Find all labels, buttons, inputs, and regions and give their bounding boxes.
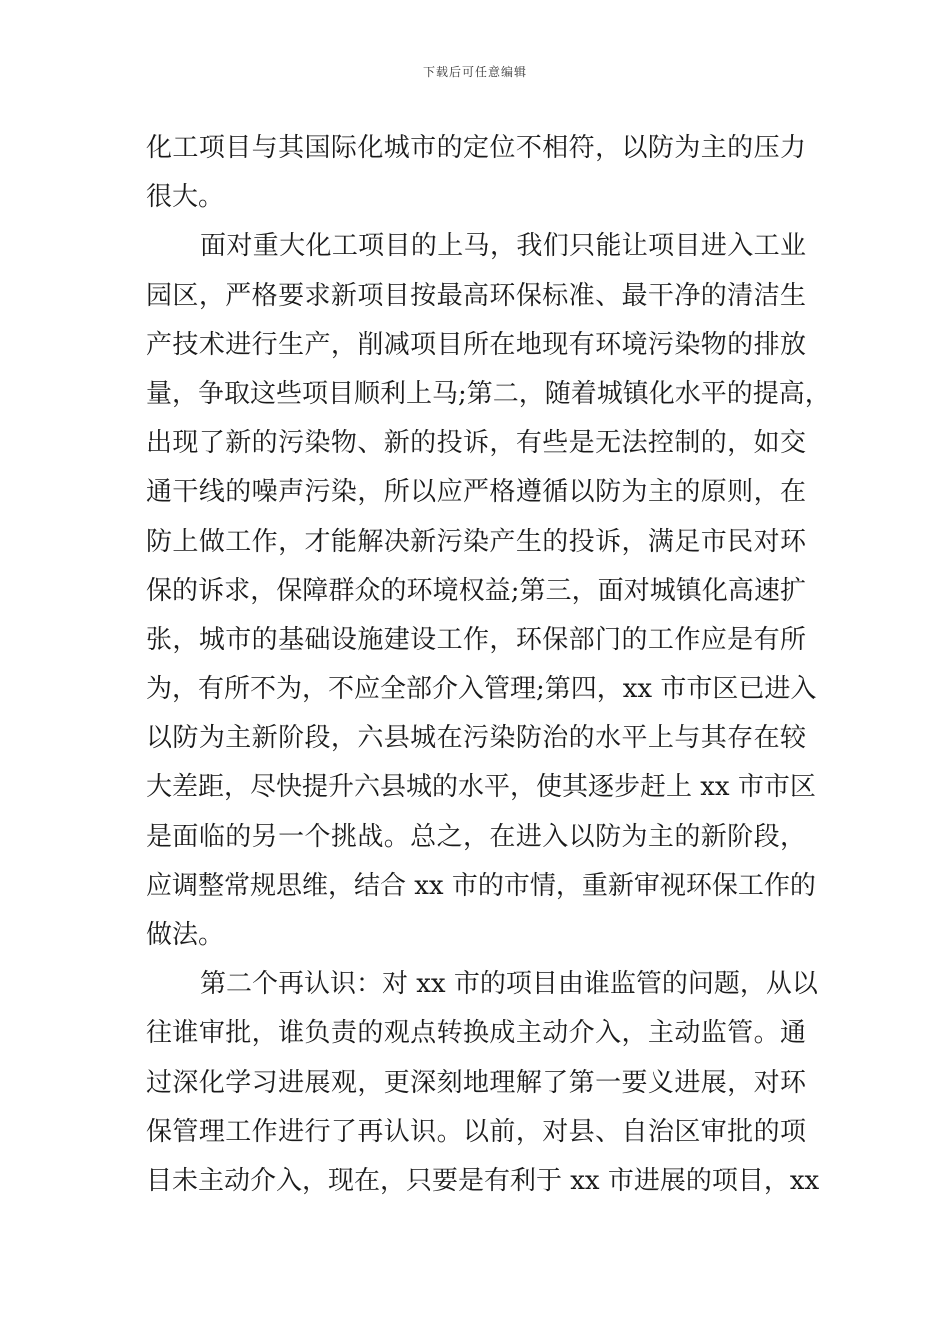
text-line: 以防为主新阶段，六县城在污染防治的水平上与其存在较 [146, 723, 806, 754]
text-line: 往谁审批，谁负责的观点转换成主动介入，主动监管。通 [146, 1018, 806, 1049]
page-header-note: 下载后可任意编辑 [422, 65, 527, 79]
text-line: 化工项目与其国际化城市的定位不相符，以防为主的压力 [146, 133, 806, 163]
text-line: 防上做工作，才能解决新污染产生的投诉，满足市民对环 [146, 526, 806, 557]
text-line: 出现了新的污染物、新的投诉，有些是无法控制的，如交 [146, 428, 806, 459]
text-line: 量，争取这些项目顺利上马;第二，随着城镇化水平的提高， [146, 378, 831, 409]
text-line: 通干线的噪声污染，所以应严格遵循以防为主的原则，在 [146, 477, 806, 508]
text-line: 产技术进行生产，削减项目所在地现有环境污染物的排放 [146, 329, 806, 360]
text-line: 过深化学习进展观，更深刻地理解了第一要义进展，对环 [146, 1067, 806, 1098]
text-line: 园区，严格要求新项目按最高环保标准、最干净的清洁生 [146, 280, 806, 311]
text-line: 第二个再认识：对 xx 市的项目由谁监管的问题，从以 [200, 969, 818, 1000]
text-line: 为，有所不为，不应全部介入管理;第四，xx 市市区已进入 [146, 674, 817, 705]
text-line: 是面临的另一个挑战。总之，在进入以防为主的新阶段， [146, 821, 806, 852]
text-line: 大差距，尽快提升六县城的水平，使其逐步赶上 xx 市市区 [146, 772, 816, 803]
text-line: 保管理工作进行了再认识。以前，对县、自治区审批的项 [146, 1116, 806, 1147]
text-line: 保的诉求，保障群众的环境权益;第三，面对城镇化高速扩 [146, 575, 806, 606]
text-line: 很大。 [146, 182, 225, 213]
text-line: 应调整常规思维，结合 xx 市的市情，重新审视环保工作的 [146, 870, 816, 901]
text-line: 目未主动介入，现在，只要是有利于 xx 市进展的项目，xx [146, 1165, 820, 1196]
text-line: 张，城市的基础设施建设工作，环保部门的工作应是有所 [146, 624, 806, 655]
text-line: 面对重大化工项目的上马，我们只能让项目进入工业 [200, 231, 806, 262]
document-body [146, 124, 831, 1206]
text-line: 做法。 [146, 920, 225, 950]
